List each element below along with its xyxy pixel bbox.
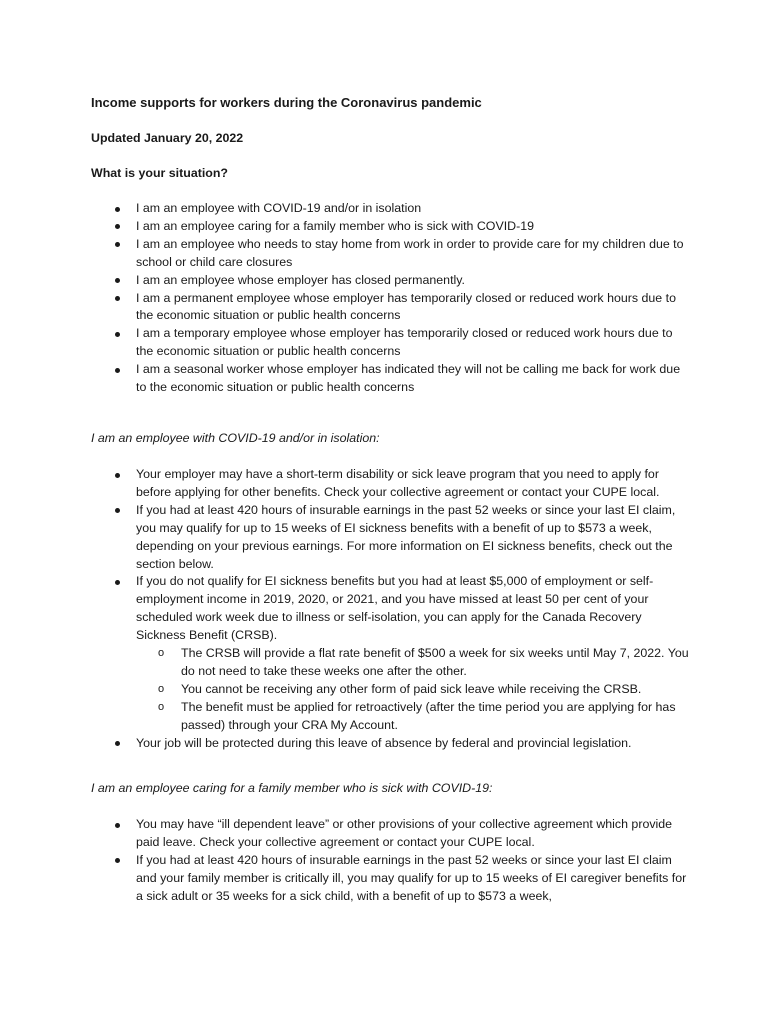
list-item: I am an employee caring for a family member who is sick with COVID-19: [0, 218, 690, 236]
document-title: Income supports for workers during the Coronavirus pandemic: [91, 95, 482, 110]
family-caregiver-list: [0, 816, 690, 906]
bullet-icon: [115, 508, 120, 513]
situation-question: What is your situation?: [91, 166, 228, 180]
bullet-icon: [115, 368, 120, 373]
list-item: I am a temporary employee whose employer has temporarily closed or reduced work hours due to the economic situation or public health concerns: [0, 325, 690, 361]
bullet-icon: [115, 224, 120, 229]
list-item: I am an employee whose employer has closed permanently.: [0, 272, 690, 290]
section-heading-family-caregiver: I am an employee caring for a family member who is sick with COVID-19:: [91, 781, 493, 795]
section-heading-covid-isolation: I am an employee with COVID-19 and/or in isolation:: [91, 431, 380, 445]
circle-bullet-icon: o: [158, 647, 165, 660]
bullet-icon: [115, 823, 120, 828]
list-item: I am a permanent employee whose employer has temporarily closed or reduced work hours due to the economic situation or public health concerns: [0, 290, 690, 326]
crsb-sub-list: [136, 645, 690, 735]
list-item: If you do not qualify for EI sickness benefits but you had at least $5,000 of employment or self-employment income in 2019, 2020, or 2021, and you have missed at least 50 per cent of your scheduled work week due to illness or self-isolation, you can apply for the Canada Recovery Sickness Benefit (CRSB). o The CRSB will provide a flat rate benefit of $500 a week for six weeks until May 7, 2022. You do not need to take these weeks one after the other. o You cannot be receiving any other form of paid sick leave while receiving the CRSB. o The benefit must be applied for retroactively (after the time period you are applying for has passed) through your CRA My Account.: [0, 573, 690, 734]
bullet-icon: [115, 858, 120, 863]
list-item: If you had at least 420 hours of insurable earnings in the past 52 weeks or since your last EI claim, you may qualify for up to 15 weeks of EI sickness benefits with a benefit of up to $573 a week, depending on your previous earnings. For more information on EI sickness benefits, check out the section below.: [0, 502, 690, 574]
list-item: You may have “ill dependent leave” or other provisions of your collective agreement which provide paid leave. Check your collective agreement or contact your CUPE local.: [0, 816, 690, 852]
list-item: I am an employee who needs to stay home from work in order to provide care for my children due to school or child care closures: [0, 236, 690, 272]
list-item: I am an employee with COVID-19 and/or in isolation: [0, 200, 690, 218]
list-item: Your employer may have a short-term disability or sick leave program that you need to apply for before applying for other benefits. Check your collective agreement or contact your CUPE local.: [0, 466, 690, 502]
situation-list: [0, 200, 690, 397]
bullet-icon: [115, 741, 120, 746]
sub-list-item: o You cannot be receiving any other form of paid sick leave while receiving the CRSB.: [136, 681, 690, 699]
sub-list-item: o The CRSB will provide a flat rate benefit of $500 a week for six weeks until May 7, 2022. You do not need to take these weeks one after the other.: [158, 646, 689, 678]
bullet-icon: [115, 296, 120, 301]
bullet-icon: [115, 278, 120, 283]
list-item: Your job will be protected during this leave of absence by federal and provincial legislation.: [0, 735, 690, 753]
bullet-icon: [115, 332, 120, 337]
circle-bullet-icon: o: [158, 700, 165, 713]
bullet-icon: [115, 473, 120, 478]
updated-date: Updated January 20, 2022: [91, 131, 244, 145]
covid-isolation-list: [0, 466, 690, 753]
sub-list-item: o The benefit must be applied for retroactively (after the time period you are applying for has passed) through your CRA My Account.: [158, 699, 676, 732]
bullet-icon: [115, 242, 120, 247]
circle-bullet-icon: o: [158, 682, 165, 695]
bullet-icon: [115, 207, 120, 212]
bullet-icon: [115, 580, 120, 585]
list-item: I am a seasonal worker whose employer has indicated they will not be calling me back for work due to the economic situation or public health concerns: [0, 361, 690, 397]
list-item: If you had at least 420 hours of insurable earnings in the past 52 weeks or since your last EI claim and your family member is critically ill, you may qualify for up to 15 weeks of EI caregiver benefits for a sick adult or 35 weeks for a sick child, with a benefit of up to $573 a week,: [0, 852, 690, 906]
